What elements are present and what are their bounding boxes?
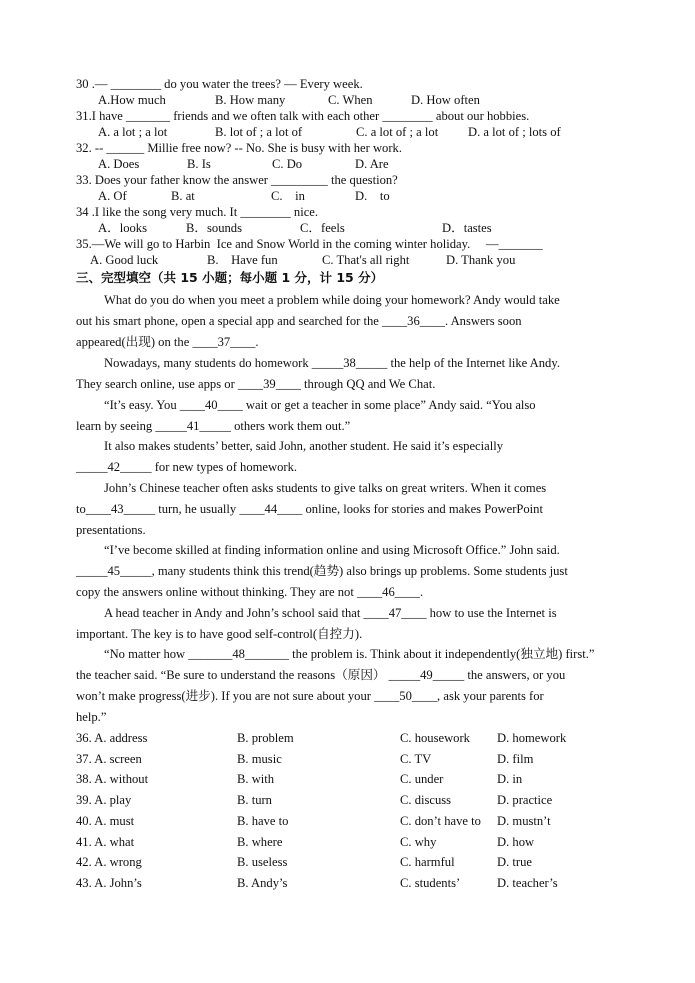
- answer-option: D. practice: [497, 793, 553, 808]
- answer-option: C. TV: [400, 751, 432, 766]
- question-number: 39.: [76, 793, 92, 808]
- answer-option: B. have to: [237, 813, 289, 828]
- question-number: 40.: [76, 813, 92, 828]
- question-number: 43.: [76, 875, 92, 890]
- passage-line: presentations.: [76, 523, 146, 537]
- passage-line: “It’s easy. You ____40____ wait or get a teacher in some place” Andy said. “You also: [104, 398, 536, 412]
- answer-option: B. useless: [237, 855, 288, 870]
- option: B. at: [171, 189, 195, 203]
- option: B．sounds: [186, 221, 242, 235]
- answer-option: D. mustn’t: [497, 813, 551, 828]
- answer-option: D. how: [497, 834, 535, 849]
- option: B. Is: [187, 157, 211, 171]
- passage-line: _____45_____, many students think this trend(趋势) also brings up problems. Some students just: [76, 564, 568, 578]
- passage-line: Nowadays, many students do homework _____38_____ the help of the Internet like Andy.: [104, 356, 560, 370]
- passage-line: to____43_____ turn, he usually ____44____ online, looks for stories and makes PowerPoint: [76, 502, 543, 516]
- passage-line: It also makes students’ better, said John, another student. He said it’s especially: [104, 439, 504, 453]
- answer-option: B. with: [237, 772, 275, 787]
- answer-option: C. under: [400, 772, 444, 787]
- passage-line: help.”: [76, 710, 107, 724]
- answer-option: [76, 751, 142, 767]
- answer-option: B. where: [237, 834, 283, 849]
- option: B. How many: [215, 93, 286, 107]
- option-text: A. address: [94, 731, 148, 745]
- passage-line: learn by seeing _____41_____ others work them out.”: [76, 419, 351, 433]
- option-text: A. John’s: [94, 875, 142, 890]
- question-number: 41.: [76, 834, 92, 849]
- question-number: 36.: [76, 731, 92, 745]
- option: B. lot of ; a lot of: [215, 125, 303, 139]
- answer-option: B. music: [237, 751, 282, 766]
- passage-line: “No matter how _______48_______ the problem is. Think about it independently(独立地) first.”: [104, 647, 595, 661]
- answer-option: C. why: [400, 834, 437, 849]
- passage-line: copy the answers online without thinking. They are not ____46____.: [76, 585, 424, 599]
- option: A．looks: [98, 221, 147, 235]
- passage-line: “I’ve become skilled at finding information online and using Microsoft Office.” John said.: [104, 543, 560, 557]
- option: D. a lot of ; lots of: [468, 125, 561, 139]
- option: C．feels: [300, 221, 345, 235]
- answer-option: [76, 875, 142, 891]
- option: A. Of: [98, 189, 127, 203]
- option: C. When: [328, 93, 373, 107]
- answer-option: D. teacher’s: [497, 875, 558, 890]
- option: C. a lot of ; a lot: [356, 125, 439, 139]
- option-text: A. screen: [94, 751, 142, 766]
- passage-line: out his smart phone, open a special app and searched for the ____36____. Answers soon: [76, 314, 522, 328]
- answer-option: D. true: [497, 855, 532, 870]
- option: C. That's all right: [322, 253, 410, 267]
- option: D. Thank you: [446, 253, 516, 267]
- answer-option: [76, 771, 148, 787]
- answer-option: D. film: [497, 751, 534, 766]
- question-number: 38.: [76, 772, 92, 787]
- answer-option: [76, 813, 134, 829]
- answer-option: [76, 834, 134, 850]
- option: A. Good luck: [90, 253, 159, 267]
- option: C. Do: [272, 157, 303, 171]
- option: D. Are: [355, 157, 389, 171]
- answer-option: C. harmful: [400, 855, 455, 870]
- answer-option: [76, 792, 131, 808]
- passage-line: appeared(出现) on the ____37____.: [76, 335, 259, 349]
- passage-line: _____42_____ for new types of homework.: [76, 460, 298, 474]
- option-text: A. without: [94, 772, 149, 787]
- answer-option: B. turn: [237, 793, 272, 808]
- passage-line: important. The key is to have good self-control(自控力).: [76, 627, 363, 641]
- passage-line: They search online, use apps or ____39____ through QQ and We Chat.: [76, 377, 436, 391]
- option: A. Does: [98, 157, 140, 171]
- question-number: 42.: [76, 855, 92, 870]
- option: B. Have fun: [207, 253, 278, 267]
- option-text: A. what: [94, 834, 135, 849]
- answer-option: D. in: [497, 772, 523, 787]
- answer-option: C. discuss: [400, 793, 452, 808]
- answer-option: C. students’: [400, 875, 461, 890]
- passage-line: What do you do when you meet a problem while doing your homework? Andy would take: [104, 293, 560, 307]
- option-text: A. must: [94, 813, 135, 828]
- answer-option: [76, 854, 142, 870]
- option: A. a lot ; a lot: [98, 125, 168, 139]
- passage-line: the teacher said. “Be sure to understand the reasons（原因） _____49_____ the answers, or you: [76, 668, 566, 682]
- option-text: A. wrong: [94, 855, 142, 870]
- answer-option: [76, 730, 147, 746]
- question-number: 37.: [76, 751, 92, 766]
- option: A.How much: [98, 93, 166, 107]
- option: D．tastes: [442, 221, 492, 235]
- section-title: 三、完型填空（共 15 小题；每小题 1 分，计 15 分）: [76, 270, 384, 285]
- answer-option: C. housework: [400, 731, 470, 745]
- answer-option: B. problem: [237, 731, 294, 745]
- option: D. to: [355, 189, 390, 203]
- passage-line: A head teacher in Andy and John’s school said that ____47____ how to use the Internet is: [104, 606, 557, 620]
- answer-option: B. Andy’s: [237, 875, 288, 890]
- option-text: A. play: [94, 793, 132, 808]
- answer-option: D. homework: [497, 731, 567, 745]
- answer-option: C. don’t have to: [400, 813, 481, 828]
- option: D. How often: [411, 93, 480, 107]
- option: C. in: [271, 189, 305, 203]
- passage-line: won’t make progress(进步). If you are not sure about your ____50____, ask your parents for: [76, 689, 544, 703]
- passage-line: John’s Chinese teacher often asks students to give talks on great writers. When it comes: [104, 481, 547, 495]
